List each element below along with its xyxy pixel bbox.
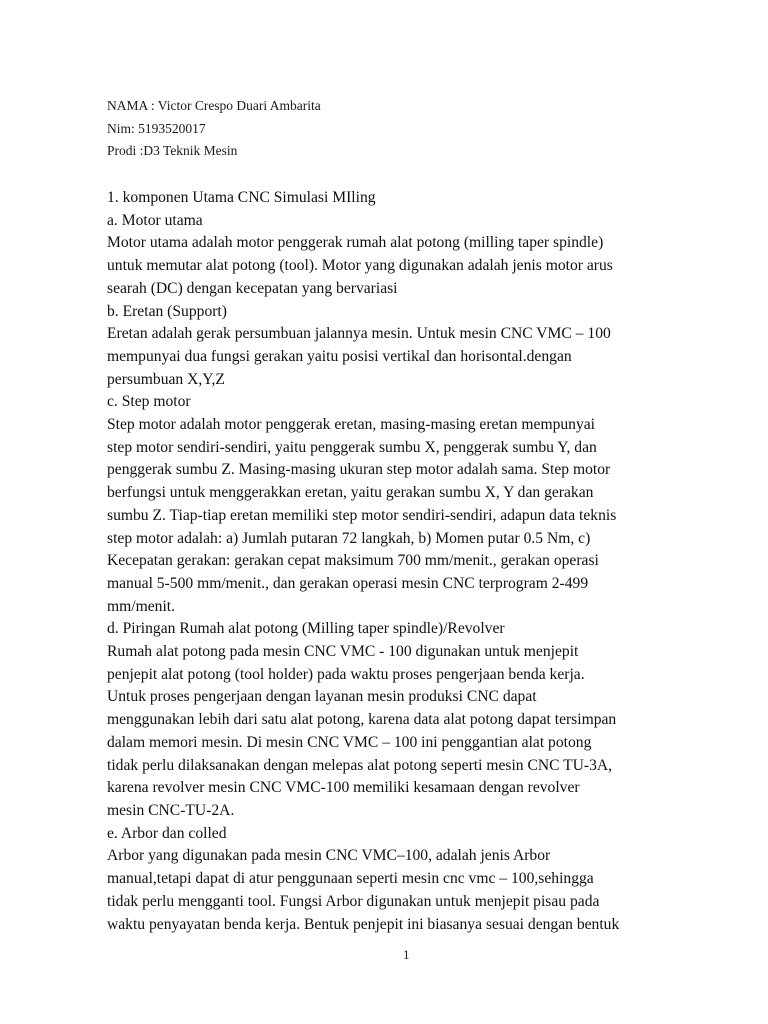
paragraph-line: untuk memutar alat potong (tool). Motor yang digunakan adalah jenis motor arus (107, 257, 613, 275)
section-heading: 1. komponen Utama CNC Simulasi MIling (107, 189, 376, 206)
subsection-heading-eretan: b. Eretan (Support) (107, 302, 227, 320)
paragraph-line: mesin CNC-TU-2A. (107, 801, 235, 819)
paragraph-line: searah (DC) dengan kecepatan yang bervariasi (107, 279, 398, 297)
subsection-heading-motor-utama: a. Motor utama (107, 211, 203, 229)
paragraph-line: berfungsi untuk menggerakkan eretan, yaitu gerakan sumbu X, Y dan gerakan (107, 484, 594, 502)
paragraph-line: tidak perlu dilaksanakan dengan melepas alat potong seperti mesin CNC TU-3A, (107, 756, 613, 774)
paragraph-line: Rumah alat potong pada mesin CNC VMC - 100 digunakan untuk menjepit (107, 643, 579, 661)
subsection-heading-revolver: d. Piringan Rumah alat potong (Milling taper spindle)/Revolver (107, 620, 505, 638)
student-info-header (107, 95, 321, 163)
paragraph-line: waktu penyayatan benda kerja. Bentuk penjepit ini biasanya sesuai dengan bentuk (107, 915, 620, 933)
paragraph-line: manual,tetapi dapat di atur penggunaan seperti mesin cnc vmc – 100,sehingga (107, 870, 594, 888)
paragraph-line: Step motor adalah motor penggerak eretan, masing-masing eretan mempunyai (107, 416, 596, 434)
paragraph-line: mempunyai dua fungsi gerakan yaitu posisi vertikal dan horisontal.dengan (107, 347, 572, 365)
paragraph-line: penjepit alat potong (tool holder) pada waktu proses pengerjaan benda kerja. (107, 665, 585, 683)
paragraph-line: Untuk proses pengerjaan dengan layanan mesin produksi CNC dapat (107, 688, 537, 706)
paragraph-line: manual 5-500 mm/menit., dan gerakan operasi mesin CNC terprogram 2-499 (107, 574, 589, 592)
paragraph-line: penggerak sumbu Z. Masing-masing ukuran step motor adalah sama. Step motor (107, 461, 611, 479)
document-body (107, 187, 707, 936)
student-name-line: NAMA : Victor Crespo Duari Ambarita (107, 98, 321, 113)
paragraph-line: sumbu Z. Tiap-tiap eretan memiliki step motor sendiri-sendiri, adapun data teknis (107, 506, 617, 524)
paragraph-line: karena revolver mesin CNC VMC-100 memiliki kesamaan dengan revolver (107, 779, 580, 797)
paragraph-line: Kecepatan gerakan: gerakan cepat maksimum 700 mm/menit., gerakan operasi (107, 552, 599, 570)
paragraph-line: tidak perlu mengganti tool. Fungsi Arbor digunakan untuk menjepit pisau pada (107, 892, 600, 910)
subsection-heading-step-motor: c. Step motor (107, 393, 191, 411)
study-program-line: Prodi :D3 Teknik Mesin (107, 143, 238, 158)
paragraph-line: dalam memori mesin. Di mesin CNC VMC – 100 ini penggantian alat potong (107, 733, 592, 751)
paragraph-line: Arbor yang digunakan pada mesin CNC VMC–100, adalah jenis Arbor (107, 847, 551, 865)
paragraph-line: step motor sendiri-sendiri, yaitu penggerak sumbu X, penggerak sumbu Y, dan (107, 438, 597, 456)
student-nim-line: Nim: 5193520017 (107, 120, 206, 136)
paragraph-line: mm/menit. (107, 597, 176, 615)
paragraph-line: Motor utama adalah motor penggerak rumah alat potong (milling taper spindle) (107, 234, 604, 252)
page-number: 1 (403, 947, 410, 962)
paragraph-line: Eretan adalah gerak persumbuan jalannya mesin. Untuk mesin CNC VMC – 100 (107, 325, 611, 343)
paragraph-line: menggunakan lebih dari satu alat potong, karena data alat potong dapat tersimpan (107, 711, 617, 729)
paragraph-line: persumbuan X,Y,Z (107, 370, 225, 388)
paragraph-line: step motor adalah: a) Jumlah putaran 72 langkah, b) Momen putar 0.5 Nm, c) (107, 529, 591, 547)
subsection-heading-arbor: e. Arbor dan colled (107, 824, 227, 842)
